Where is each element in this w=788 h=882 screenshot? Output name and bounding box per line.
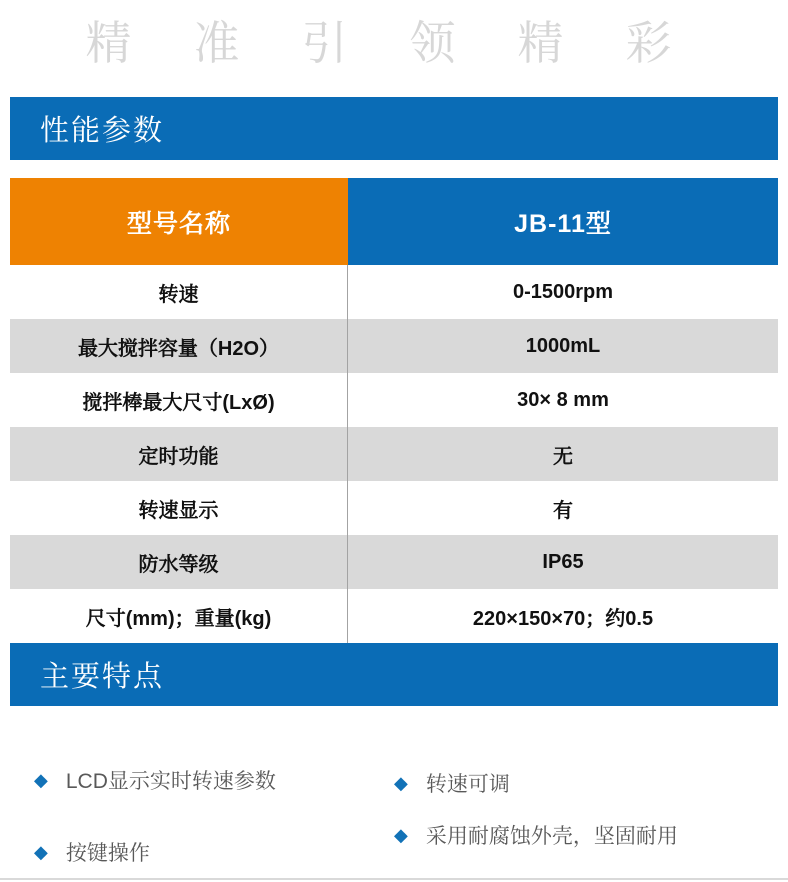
diamond-bullet-icon: ◆ (34, 770, 48, 790)
table-row (10, 265, 778, 319)
model-number-header-cell: JB-11型 (348, 178, 778, 265)
features-left-column (34, 706, 394, 866)
table-row (10, 589, 778, 643)
spec-label: 尺寸(mm)；重量(kg) (10, 589, 348, 643)
table-row (10, 373, 778, 427)
features-list (10, 706, 778, 866)
list-item (34, 838, 394, 866)
model-name-header-cell: 型号名称 (10, 178, 348, 265)
feature-text: 转速可调 (425, 773, 510, 796)
diamond-bullet-icon: ◆ (394, 773, 408, 793)
spec-value: IP65 (542, 550, 584, 573)
spec-label: 防水等级 (10, 535, 348, 589)
table-row (10, 481, 778, 535)
spec-label: 搅拌棒最大尺寸(LxØ) (10, 373, 348, 427)
spec-value: 1000mL (525, 334, 601, 357)
list-item (394, 769, 754, 797)
spec-value: 220×150×70；约0.5 (472, 607, 654, 630)
spec-label: 转速显示 (10, 481, 348, 535)
specs-section-header (10, 97, 778, 160)
features-section-header (10, 643, 778, 706)
spec-table-header-row (10, 178, 778, 265)
table-row (10, 427, 778, 481)
spec-label: 转速 (10, 265, 348, 319)
spec-value: 30× 8 mm (517, 388, 609, 411)
list-item (34, 766, 394, 794)
content-area (10, 97, 778, 866)
features-right-column (394, 706, 754, 866)
table-row (10, 535, 778, 589)
diamond-bullet-icon: ◆ (34, 842, 48, 862)
feature-text: LCD显示实时转速参数 (65, 770, 276, 793)
feature-text: 采用耐腐蚀外壳，坚固耐用 (425, 825, 678, 848)
spec-table-body (10, 265, 778, 643)
bottom-divider (0, 878, 788, 880)
feature-text: 按键操作 (65, 842, 150, 865)
spec-value: 无 (553, 445, 573, 468)
list-item (394, 821, 754, 849)
spec-value: 有 (553, 499, 573, 522)
features-section-title: 主要特点 (40, 661, 165, 693)
spec-label: 定时功能 (10, 427, 348, 481)
diamond-bullet-icon: ◆ (394, 825, 408, 845)
table-row (10, 319, 778, 373)
spec-label: 最大搅拌容量（H2O） (10, 319, 348, 373)
watermark-slogan: 精准引领精彩 (85, 17, 734, 69)
spec-table (10, 178, 778, 643)
spec-value: 0-1500rpm (512, 280, 614, 303)
specs-section-title: 性能参数 (40, 115, 165, 147)
